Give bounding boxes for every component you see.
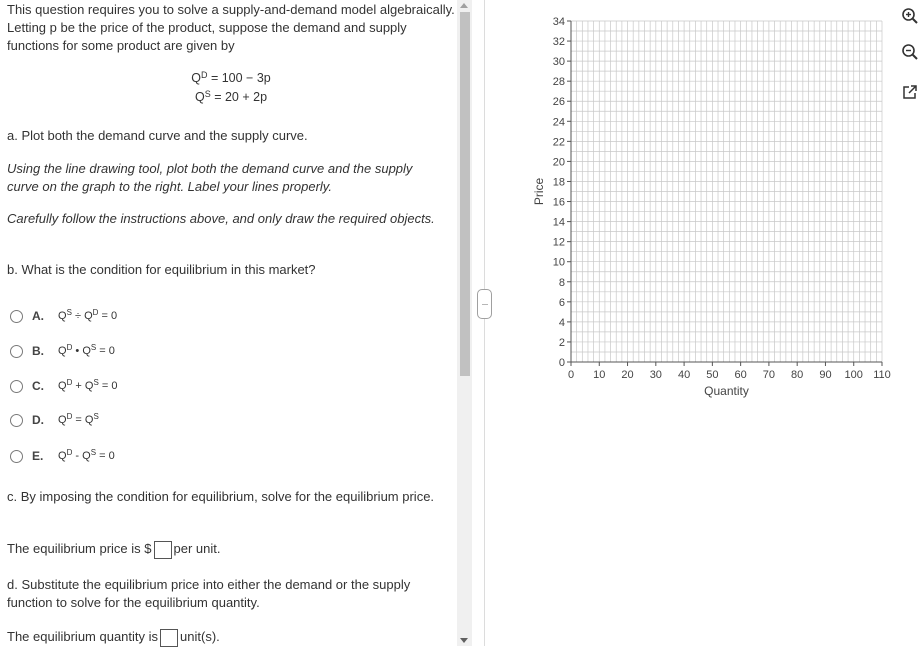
scrollbar-thumb[interactable] [460,12,470,376]
equilibrium-quantity-row: The equilibrium quantity is unit(s). [7,628,447,647]
y-tick-label: 8 [558,276,565,289]
y-tick-label: 28 [552,76,565,89]
x-tick-label: 80 [791,369,804,381]
radio-button[interactable] [10,310,23,323]
option-e[interactable] [10,446,115,466]
y-tick-label: 16 [552,196,565,209]
option-d[interactable] [10,410,99,430]
option-expression: $Q^D - Q^S = 0$ [58,448,115,462]
option-a[interactable] [10,306,117,326]
radio-button[interactable] [10,450,23,463]
option-b[interactable] [10,341,115,361]
option-expression: $Q^S \div Q^D = 0$ [58,308,118,322]
part-b-label: b. What is the condition for equilibrium in this market? [7,262,316,277]
part-c-label: c. By imposing the condition for equilibrium, solve for the equilibrium price. [7,489,435,504]
y-tick-label: 2 [558,336,565,349]
y-tick-label: 30 [552,56,565,69]
supply-demand-graph[interactable] [523,10,903,405]
x-tick-label: 30 [649,369,662,381]
part-a-label: a. Plot both the demand curve and the supply curve. [7,128,308,143]
instruction-careful: Carefully follow the instructions above, and only draw the required objects. [7,211,435,226]
x-tick-label: 90 [819,369,832,381]
option-letter: D. [32,413,44,427]
y-tick-label: 10 [552,256,565,269]
part-d-label: d. Substitute the equilibrium price into either the demand or the supply function to solve for the equilibrium quantity. [7,577,411,610]
x-tick-label: 10 [593,369,606,381]
popout-icon[interactable] [901,83,919,101]
radio-button[interactable] [10,380,23,393]
equilibrium-quantity-input[interactable] [160,629,178,647]
x-tick-label: 0 [567,369,575,381]
x-tick-label: 100 [844,369,863,381]
instruction-draw: Using the line drawing tool, plot both the demand curve and the supply curve on the graph to the right. Label your lines properly. [7,161,413,194]
panel-resize-handle[interactable]: ··· [477,289,492,319]
option-expression: $Q^D = Q^S$ [58,412,99,426]
zoom-out-icon[interactable] [901,43,919,61]
panel-divider [484,0,485,646]
option-letter: E. [32,449,44,463]
option-letter: A. [32,309,44,323]
y-tick-label: 26 [552,96,565,109]
x-tick-label: 60 [734,369,747,381]
radio-button[interactable] [10,345,23,358]
equilibrium-price-row: The equilibrium price is $ per unit. [7,540,447,559]
radio-button[interactable] [10,414,23,427]
vertical-scrollbar[interactable] [457,0,472,646]
supply-equation: $Q^S = 20 + 2p$ [194,89,268,104]
x-tick-label: 20 [621,369,634,381]
x-tick-label: 40 [677,369,691,381]
option-letter: B. [32,344,44,358]
scroll-down-icon[interactable] [460,638,468,643]
question-intro: This question requires you to solve a supply-and-demand model algebraically. Letting p be the price of the product, suppose the demand and supply functions for some product are given by [7,2,455,53]
y-tick-label: 34 [552,16,565,28]
option-letter: C. [32,379,44,393]
y-tick-label: 14 [552,216,565,229]
y-tick-label: 0 [558,357,565,369]
y-tick-label: 20 [552,156,565,169]
y-axis-label: Price [532,177,546,206]
scroll-up-icon[interactable] [460,3,468,8]
x-tick-label: 70 [762,369,776,381]
x-tick-label: 50 [706,369,719,381]
y-tick-label: 24 [552,116,565,129]
y-tick-label: 4 [558,316,565,329]
zoom-in-icon[interactable] [901,7,919,25]
option-c[interactable] [10,376,117,396]
x-axis-label: Quantity [704,384,749,398]
y-tick-label: 6 [558,296,565,309]
option-expression: $Q^D + Q^S = 0$ [58,378,118,392]
y-tick-label: 18 [552,176,565,189]
demand-equation: $Q^D = 100 - 3p$ [191,70,271,85]
y-tick-label: 32 [552,36,565,49]
question-panel [7,0,455,644]
option-expression: $Q^D$ • $Q^S = 0$ [58,343,115,357]
y-tick-label: 12 [552,236,565,249]
y-tick-label: 22 [552,136,565,149]
x-tick-label: 110 [873,369,891,381]
equilibrium-price-input[interactable] [154,541,172,559]
